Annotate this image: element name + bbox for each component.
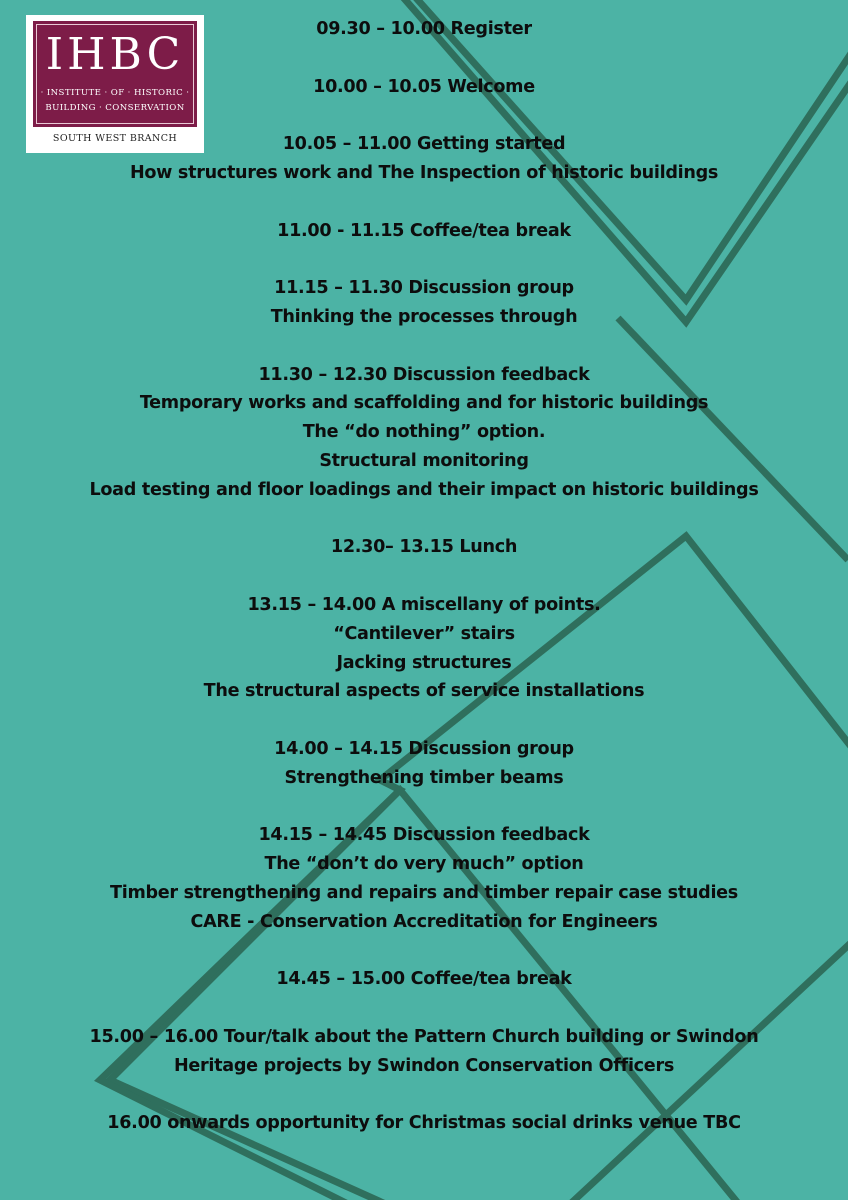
agenda-detail-line: The “do nothing” option.: [302, 422, 546, 443]
agenda-detail-line: Heritage projects by Swindon Conservation Officers: [174, 1055, 674, 1076]
agenda-item: [0, 1023, 848, 1081]
agenda-time-title: 10.00 – 10.05 Welcome: [313, 76, 535, 97]
agenda-item: [0, 1109, 848, 1138]
logo-branch: SOUTH WEST BRANCH: [52, 133, 178, 144]
agenda-time-title: 11.15 – 11.30 Discussion group: [274, 278, 574, 299]
agenda-item: [0, 217, 848, 246]
agenda-time-title: 14.15 – 14.45 Discussion feedback: [258, 825, 590, 846]
agenda-detail-line: Strengthening timber beams: [284, 767, 564, 788]
logo-line-2: BUILDING · CONSERVATION: [45, 103, 185, 113]
agenda-list: [0, 15, 848, 1138]
agenda-item: [0, 274, 848, 332]
agenda-detail-line: Structural monitoring: [319, 450, 529, 471]
agenda-detail-line: Jacking structures: [336, 652, 512, 673]
agenda-time-title: 10.05 – 11.00 Getting started: [282, 134, 566, 155]
agenda-detail-line: The structural aspects of service installations: [203, 681, 645, 702]
logo-line-1: · INSTITUTE · OF · HISTORIC ·: [40, 88, 190, 98]
agenda-time-title: 13.15 – 14.00 A miscellany of points.: [247, 594, 601, 615]
logo-letters: IHBC: [45, 29, 185, 80]
agenda-item: [0, 73, 848, 102]
agenda-item: [0, 591, 848, 706]
agenda-detail-line: “Cantilever” stairs: [333, 623, 515, 644]
agenda-item: [0, 361, 848, 505]
agenda-detail-line: Temporary works and scaffolding and for historic buildings: [139, 393, 709, 414]
agenda-time-title: 16.00 onwards opportunity for Christmas social drinks venue TBC: [107, 1113, 741, 1134]
agenda-time-title: 15.00 – 16.00 Tour/talk about the Pattern Church building or Swindon: [89, 1026, 759, 1047]
agenda-time-title: 11.00 - 11.15 Coffee/tea break: [277, 220, 571, 241]
agenda-time-title: 14.45 – 15.00 Coffee/tea break: [276, 969, 572, 990]
agenda-detail-line: Load testing and floor loadings and their impact on historic buildings: [89, 479, 759, 500]
agenda-item: [0, 15, 848, 44]
agenda-item: [0, 735, 848, 793]
agenda-time-title: 12.30– 13.15 Lunch: [330, 537, 518, 558]
agenda-detail-line: CARE - Conservation Accreditation for Engineers: [190, 911, 658, 932]
agenda-item: [0, 533, 848, 562]
agenda-time-title: 11.30 – 12.30 Discussion feedback: [258, 364, 590, 385]
agenda-time-title: 14.00 – 14.15 Discussion group: [274, 738, 574, 759]
agenda-time-title: 09.30 – 10.00 Register: [316, 19, 532, 39]
agenda-item: [0, 821, 848, 936]
agenda-detail-line: How structures work and The Inspection of historic buildings: [129, 162, 719, 183]
agenda-detail-line: The “don’t do very much” option: [264, 854, 584, 875]
agenda-item: [0, 130, 848, 188]
agenda-detail-line: Timber strengthening and repairs and timber repair case studies: [110, 882, 738, 903]
agenda-detail-line: Thinking the processes through: [270, 306, 578, 327]
agenda-item: [0, 965, 848, 994]
